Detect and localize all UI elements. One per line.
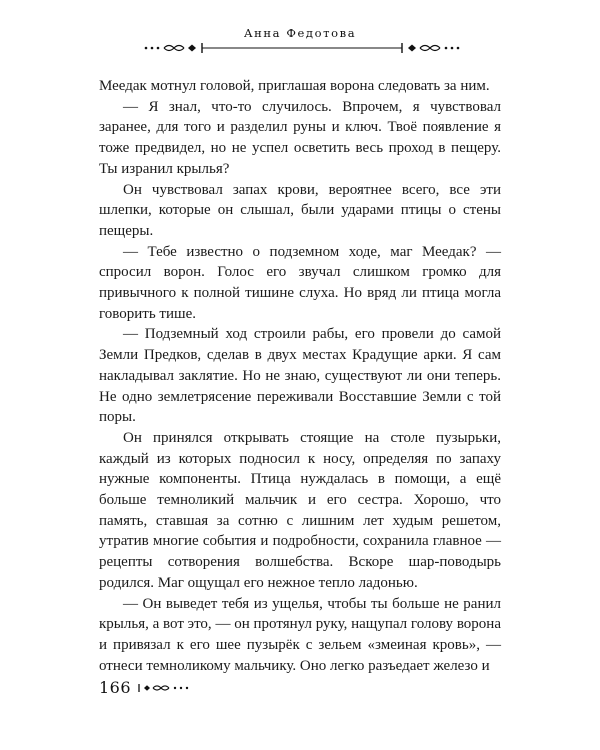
paragraph: — Подземный ход строили рабы, его провели до самой Земли Предков, сделав в двух местах Крадущие арки. Я сам накладывал заклятие. Но не знаю, существуют ли они теперь. Не одно землетрясение переживали Восставшие Земли с той поры. — [99, 326, 501, 426]
header-left-flourish — [145, 43, 402, 53]
paragraph: Он чувствовал запах крови, вероятнее всего, все эти шлепки, которые он слышал, были ударами птицы о стены пещеры. — [99, 181, 501, 239]
page-footer — [99, 678, 193, 697]
paragraph: Он принялся открывать стоящие на столе пузырьки, каждый из которых подносил к носу, определяя по запаху нужные компоненты. Птица нуждалась в помощи, а ещё больше темноликий мальчик и его сестра. Хорошо, что память, ставшая за сотню с лишним лет худым решетом, утратив многие события и подробности, сохранила главное — рецепты сотворения волшебства. Вскоре шар-поводырь родился. Маг ощущал его нежное тепло ладонью. — [99, 429, 501, 591]
footer-ornament — [137, 683, 193, 693]
header-right-flourish — [402, 43, 459, 53]
paragraph: — Тебе известно о подземном ходе, маг Меедак? — спросил ворон. Голос его звучал слишком громко для привычного к полной тишине слуха. Но вряд ли птица могла говорить тише. — [99, 243, 501, 322]
paragraph: — Он выведет тебя из ущелья, чтобы ты больше не ранил крылья, а вот это, — он протянул руку, нащупал голову ворона и привязал к его шее пузырёк с зельем «змеиная кровь», — отнеси темноликому мальчику. Оно легко разъедает железо и — [99, 595, 501, 674]
paragraph: Меедак мотнул головой, приглашая ворона следовать за ним. — [99, 78, 490, 94]
running-header-author: Анна Федотова — [243, 26, 357, 40]
paragraph: — Я знал, что-то случилось. Впрочем, я чувствовал заранее, для того и разделил руны и ключ. Твоё появление я тоже предвидел, но не успел осветить весь проход в пещеру. Ты изранил крылья? — [99, 98, 501, 177]
page-number: 166 — [99, 678, 132, 697]
body-text — [99, 76, 501, 676]
header-ornament-rule — [142, 42, 462, 54]
